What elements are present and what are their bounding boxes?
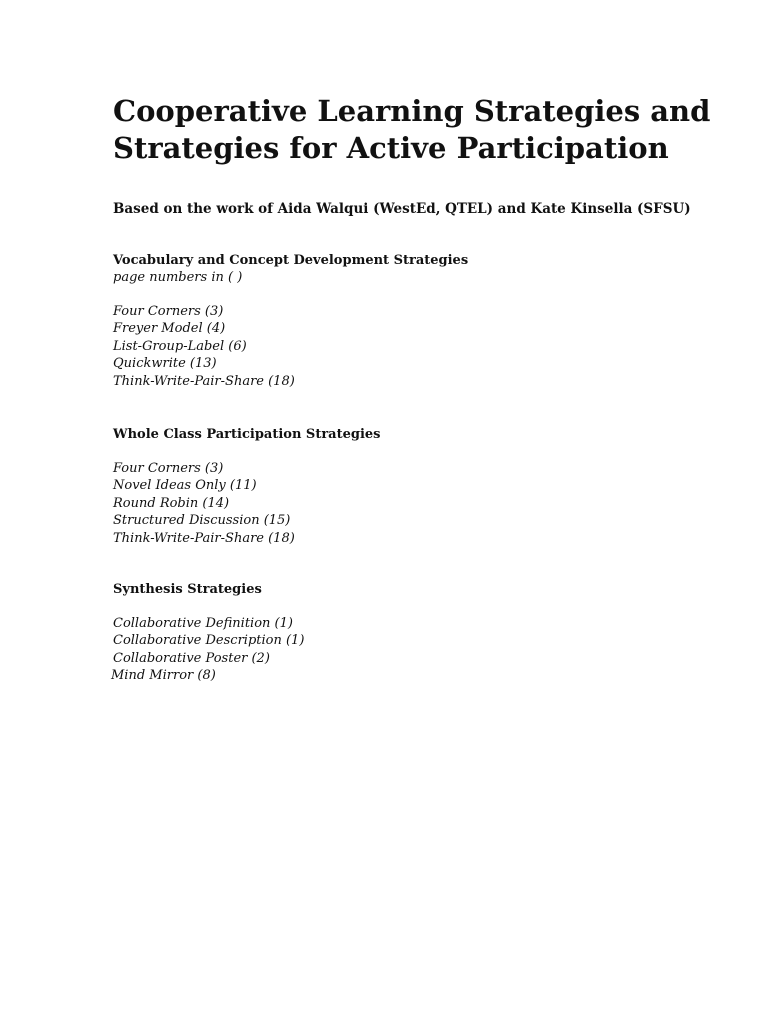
spacer bbox=[113, 286, 468, 303]
strategy-item: Collaborative Description (1) bbox=[113, 633, 305, 649]
strategy-item: Four Corners (3) bbox=[113, 304, 224, 319]
strategy-item: Structured Discussion (15) bbox=[113, 513, 291, 529]
strategy-item: Freyer Model (4) bbox=[113, 321, 226, 337]
strategy-item: Novel Ideas Only (11) bbox=[113, 478, 257, 494]
section-note: page numbers in ( ) bbox=[113, 270, 243, 285]
section-heading: Vocabulary and Concept Development Strategies bbox=[113, 253, 469, 268]
strategy-item: Collaborative Poster (2) bbox=[113, 650, 270, 666]
section-vocabulary-concept-development bbox=[113, 252, 468, 390]
strategy-list bbox=[113, 303, 468, 390]
section-heading: Synthesis Strategies bbox=[113, 582, 262, 597]
spacer bbox=[113, 598, 304, 615]
spacer bbox=[113, 443, 381, 460]
document-title-line-2: Strategies for Active Participation bbox=[113, 131, 669, 165]
section-whole-class-participation bbox=[113, 426, 381, 547]
strategy-item: Think-Write-Pair-Share (18) bbox=[113, 530, 295, 546]
strategy-item: Think-Write-Pair-Share (18) bbox=[113, 373, 295, 389]
strategy-item: Collaborative Definition (1) bbox=[113, 616, 293, 631]
strategy-item: List-Group-Label (6) bbox=[113, 338, 247, 354]
document-title bbox=[113, 93, 713, 167]
strategy-list bbox=[113, 460, 381, 547]
strategy-item: Round Robin (14) bbox=[113, 495, 230, 511]
strategy-item: Four Corners (3) bbox=[113, 461, 224, 476]
section-heading: Whole Class Participation Strategies bbox=[113, 427, 381, 442]
document-subtitle: Based on the work of Aida Walqui (WestEd, QTEL) and Kate Kinsella (SFSU) bbox=[113, 201, 691, 217]
strategy-item: Quickwrite (13) bbox=[113, 356, 217, 372]
section-synthesis bbox=[113, 581, 304, 685]
strategy-list bbox=[113, 615, 304, 685]
strategy-item: Mind Mirror (8) bbox=[111, 668, 216, 684]
document-title-line-1: Cooperative Learning Strategies and bbox=[113, 94, 711, 128]
